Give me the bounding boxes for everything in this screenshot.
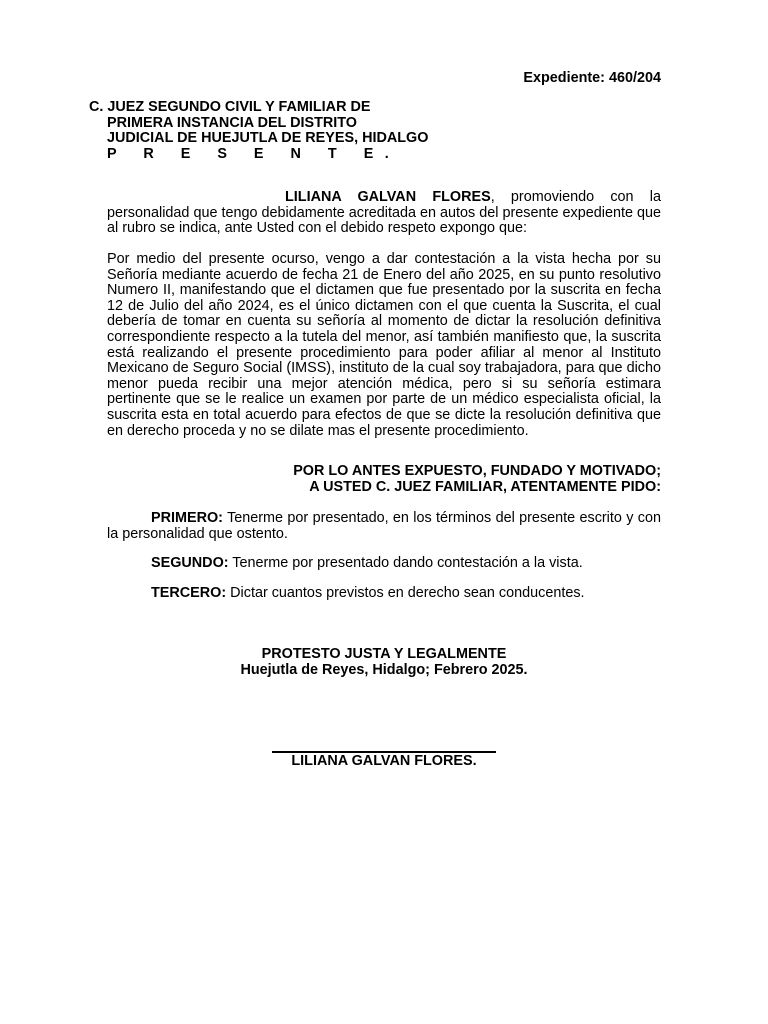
promovente-name: LILIANA GALVAN FLORES: [285, 189, 491, 205]
case-number: Expediente: 460/204: [523, 70, 661, 86]
addressee-line-1: C. JUEZ SEGUNDO CIVIL Y FAMILIAR DE: [89, 99, 371, 115]
petition-block: [107, 464, 661, 495]
point-segundo: [107, 556, 661, 572]
intro-text: , promoviendo con la personalidad que tengo debidamente acreditada en autos del presente expediente que al rubro se indica, ante Usted con el debido respeto expongo que:: [107, 189, 662, 237]
intro-paragraph: [107, 190, 661, 237]
point-tercero: [107, 586, 661, 602]
body-paragraph: Por medio del presente ocurso, vengo a dar contestación a la vista hecha por su Señoría mediante acuerdo de fecha 21 de Enero del año 2025, en su punto resolutivo Numero II, manifestando que el dictamen que fue presentado por la suscrita en fecha 12 de Julio del año 2024, es el único dictamen con el que cuenta la Suscrita, el cual debería de tomar en cuenta su señoría al momento de dictar la resolución definitiva correspondiente respecto a la tutela del menor, así también manifiesto que, la suscrita está realizando el presente procedimiento para poder afiliar al menor al Instituto Mexicano de Seguro Social (IMSS), instituto de la cual soy trabajadora, para que dicho menor pueda recibir una mejor atención médica, pero si su señoría estimara pertinente que se le realice un examen por parte de un médico especialista oficial, la suscrita esta en total acuerdo para efectos de que se dicte la resolución definitiva que en derecho proceda y no se dilate mas el presente procedimiento.: [107, 251, 661, 439]
petition-line-2: A USTED C. JUEZ FAMILIAR, ATENTAMENTE PIDO:: [309, 478, 661, 495]
addressee-line-3: JUDICIAL DE HUEJUTLA DE REYES, HIDALGO: [107, 130, 429, 147]
addressee-block: [89, 100, 428, 162]
point-segundo-label: SEGUNDO:: [151, 555, 229, 571]
addressee-presente: P R E S E N T E.: [107, 145, 401, 162]
point-primero: [107, 511, 661, 542]
point-tercero-text: Dictar cuantos previstos en derecho sean conducentes.: [226, 585, 585, 601]
closing-block: [107, 647, 661, 678]
closing-protesto: PROTESTO JUSTA Y LEGALMENTE: [261, 646, 507, 662]
point-primero-label: PRIMERO:: [151, 510, 223, 526]
point-tercero-label: TERCERO:: [151, 585, 227, 601]
signer-name: LILIANA GALVAN FLORES.: [291, 753, 477, 769]
addressee-line-2: PRIMERA INSTANCIA DEL DISTRITO: [107, 114, 357, 131]
point-primero-text: Tenerme por presentado, en los términos del presente escrito y con la personalidad que ostento.: [107, 510, 661, 542]
closing-place-date: Huejutla de Reyes, Hidalgo; Febrero 2025.: [240, 661, 528, 678]
petition-line-1: POR LO ANTES EXPUESTO, FUNDADO Y MOTIVADO;: [293, 463, 661, 479]
point-segundo-text: Tenerme por presentado dando contestación a la vista.: [228, 555, 583, 571]
